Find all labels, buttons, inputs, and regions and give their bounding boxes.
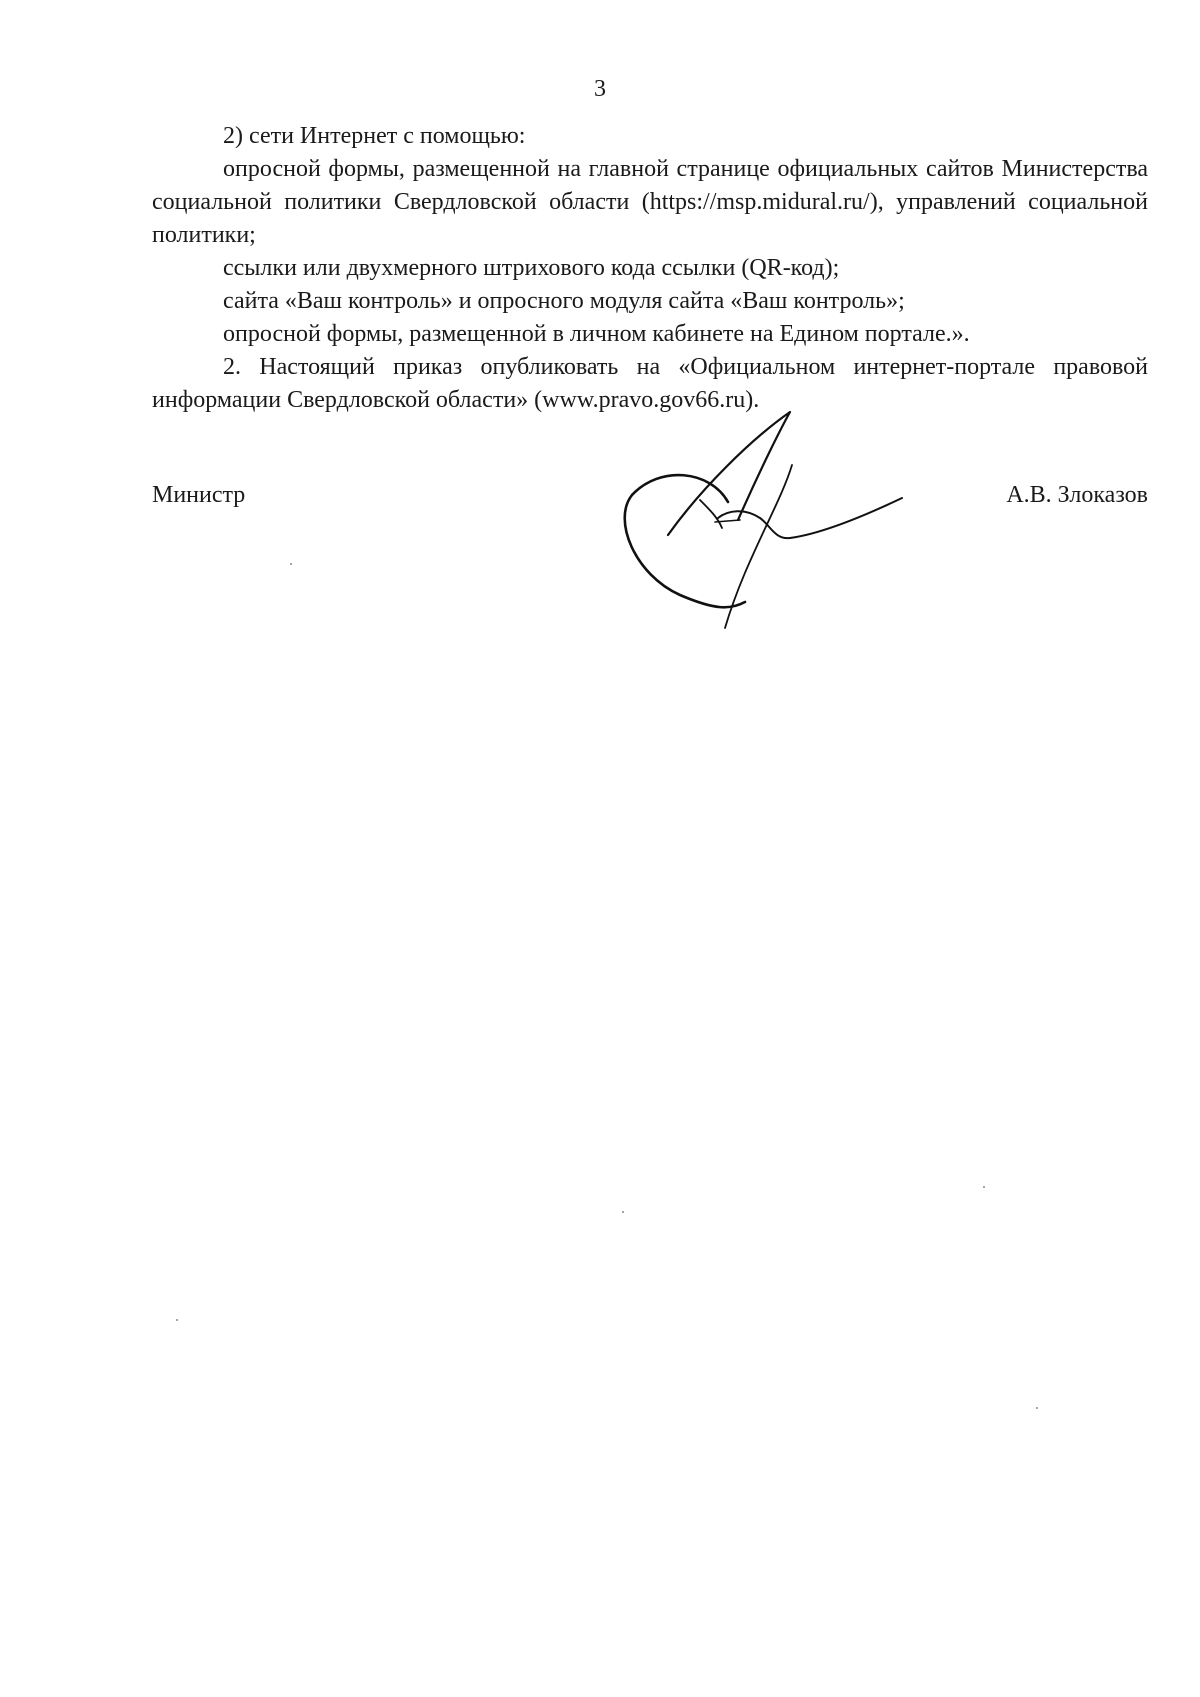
paragraph-survey-form: опросной формы, размещенной на главной странице официальных сайтов Министерства социальной политики Свердловской области (https://msp.midural.ru/), управлений социальной политики; [152,156,1148,248]
signer-title: Министр [152,482,246,508]
signature-loop-stroke [625,475,745,607]
signature-upstroke [700,500,722,528]
paragraph-unified-portal: опросной формы, размещенной в личном кабинете на Едином портале.». [223,321,970,347]
paragraph-vash-kontrol: сайта «Ваш контроль» и опросного модуля сайта «Ваш контроль»; [223,288,905,314]
signature-vertical-stroke [725,465,792,628]
paragraph-publication: 2. Настоящий приказ опубликовать на «Официальном интернет-портале правовой информации Свердловской области» (www.pravo.gov66.ru). [152,354,1148,413]
signer-name: А.В. Злоказов [1006,482,1148,508]
document-body [152,120,1148,417]
page-number: 3 [594,76,606,102]
paragraph-internet: 2) сети Интернет с помощью: [223,123,526,149]
handwritten-signature [620,410,980,640]
signature-diagonal-stroke [668,412,790,535]
paragraph-qr-code: ссылки или двухмерного штрихового кода ссылки (QR-код); [223,255,840,281]
